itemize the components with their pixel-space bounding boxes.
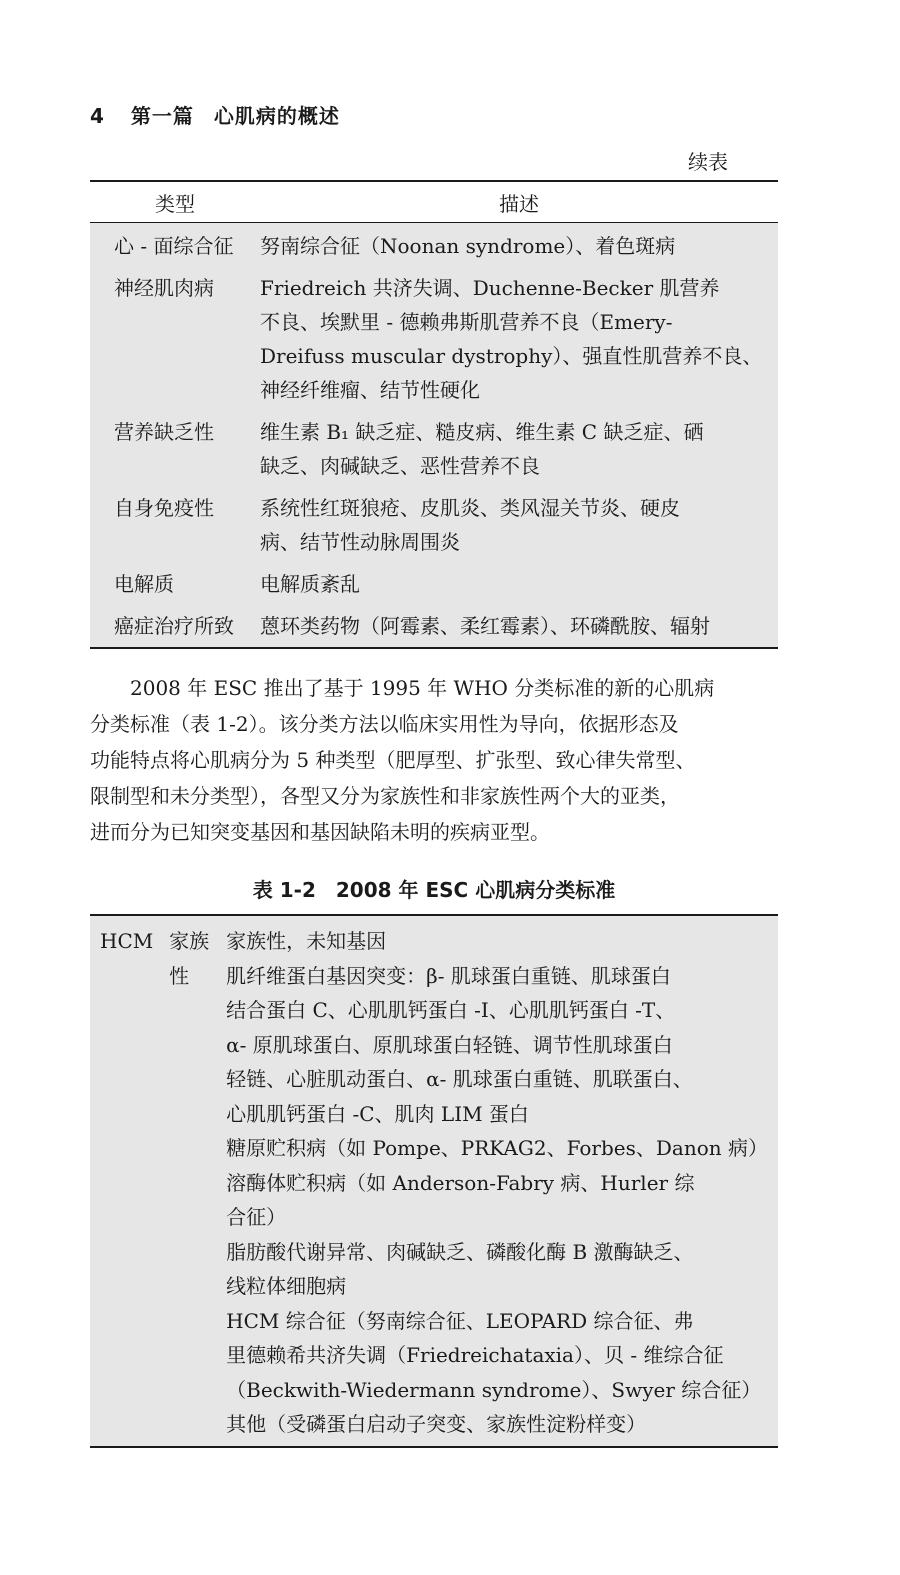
- subcategory-line: 家族: [169, 929, 210, 953]
- description-line: 系统性红斑狼疮、皮肌炎、类风湿关节炎、硬皮: [260, 496, 680, 520]
- body-paragraph: [90, 670, 780, 850]
- table-row: [90, 609, 778, 643]
- paragraph-line: 分类标准（表 1-2）。该分类方法以临床实用性为导向，依据形态及: [90, 712, 679, 736]
- continued-label: 续表: [688, 150, 728, 174]
- row-description: [260, 491, 778, 559]
- detail-line: 溶酶体贮积病（如 Anderson-Fabry 病、Hurler 综: [226, 1170, 695, 1195]
- row-type: 自身免疫性: [114, 496, 214, 520]
- table-row: [90, 415, 778, 483]
- row-description: [260, 415, 778, 483]
- page-number: 4: [90, 104, 105, 128]
- description-line: 努南综合征（Noonan syndrome）、着色斑病: [260, 234, 676, 258]
- row-description: [260, 567, 778, 601]
- row-type: 心 - 面综合征: [114, 234, 234, 258]
- description-line: 电解质紊乱: [260, 572, 360, 596]
- detail-line: （Beckwith-Wiedermann syndrome）、Swyer 综合征）: [226, 1377, 762, 1402]
- detail-line: HCM 综合征（努南综合征、LEOPARD 综合征、弗: [226, 1308, 694, 1333]
- detail-line: 里德赖希共济失调（Friedreichataxia）、贝 - 维综合征: [226, 1343, 724, 1367]
- subcategory-cell: [169, 924, 226, 1442]
- table-row: [90, 229, 778, 263]
- table-continued: [90, 180, 778, 649]
- row-description: [260, 271, 778, 407]
- subcategory-line: 性: [169, 963, 190, 988]
- table-esc-classification: [90, 914, 778, 1448]
- paragraph-line: 限制型和未分类型），各型又分为家族性和非家族性两个大的亚类，: [90, 784, 680, 808]
- description-line: Dreifuss muscular dystrophy）、强直性肌营养不良、: [260, 344, 763, 368]
- row-type: 癌症治疗所致: [114, 614, 234, 638]
- part-label: 第一篇: [130, 104, 194, 128]
- detail-line: 合征）: [226, 1205, 287, 1229]
- table-row: [90, 491, 778, 559]
- column-header-description: 描述: [499, 191, 539, 216]
- chapter-title: 心肌病的概述: [213, 104, 340, 128]
- row-type: 神经肌肉病: [114, 276, 214, 300]
- table-body: [90, 223, 778, 647]
- description-line: 不良、埃默里 - 德赖弗斯肌营养不良（Emery-: [260, 310, 673, 334]
- table-caption: 表 1-2 2008 年 ESC 心肌病分类标准: [252, 878, 616, 902]
- description-line: 神经纤维瘤、结节性硬化: [260, 378, 480, 402]
- paragraph-line: 2008 年 ESC 推出了基于 1995 年 WHO 分类标准的新的心肌病: [130, 676, 715, 700]
- detail-line: 肌纤维蛋白基因突变：β- 肌球蛋白重链、肌球蛋白: [226, 963, 671, 988]
- paragraph-line: 功能特点将心肌病分为 5 种类型（肥厚型、扩张型、致心律失常型、: [90, 748, 696, 772]
- running-header: [90, 100, 340, 129]
- detail-line: α- 原肌球蛋白、原肌球蛋白轻链、调节性肌球蛋白: [226, 1032, 673, 1057]
- description-line: 维生素 B₁ 缺乏症、糙皮病、维生素 C 缺乏症、硒: [260, 420, 704, 444]
- table-row: [90, 271, 778, 407]
- row-description: [260, 609, 778, 643]
- detail-line: 结合蛋白 C、心肌肌钙蛋白 -I、心肌肌钙蛋白 -T、: [226, 998, 676, 1022]
- detail-line: 心肌肌钙蛋白 -C、肌肉 LIM 蛋白: [226, 1101, 529, 1126]
- table-row: [90, 567, 778, 601]
- detail-line: 糖原贮积病（如 Pompe、PRKAG2、Forbes、Danon 病）: [226, 1136, 768, 1160]
- description-line: 病、结节性动脉周围炎: [260, 530, 460, 554]
- detail-cell: [226, 924, 778, 1442]
- table-header: [90, 182, 778, 223]
- paragraph-line: 进而分为已知突变基因和基因缺陷未明的疾病亚型。: [90, 820, 550, 844]
- description-line: 蒽环类药物（阿霉素、柔红霉素）、环磷酰胺、辐射: [260, 614, 710, 638]
- description-line: 缺乏、肉碱缺乏、恶性营养不良: [260, 454, 540, 478]
- detail-line: 轻链、心脏肌动蛋白、α- 肌球蛋白重链、肌联蛋白、: [226, 1067, 693, 1091]
- row-type: 营养缺乏性: [114, 420, 214, 444]
- column-header-type: 类型: [155, 191, 195, 216]
- category-cell: HCM: [100, 929, 154, 953]
- detail-line: 线粒体细胞病: [226, 1274, 347, 1298]
- detail-line: 其他（受磷蛋白启动子突变、家族性淀粉样变）: [226, 1412, 647, 1436]
- detail-line: 脂肪酸代谢异常、肉碱缺乏、磷酸化酶 B 激酶缺乏、: [226, 1239, 694, 1264]
- description-line: Friedreich 共济失调、Duchenne-Becker 肌营养: [260, 276, 720, 300]
- table-row: [90, 924, 778, 1442]
- row-description: [260, 229, 778, 263]
- detail-line: 家族性，未知基因: [226, 929, 387, 953]
- row-type: 电解质: [114, 572, 174, 596]
